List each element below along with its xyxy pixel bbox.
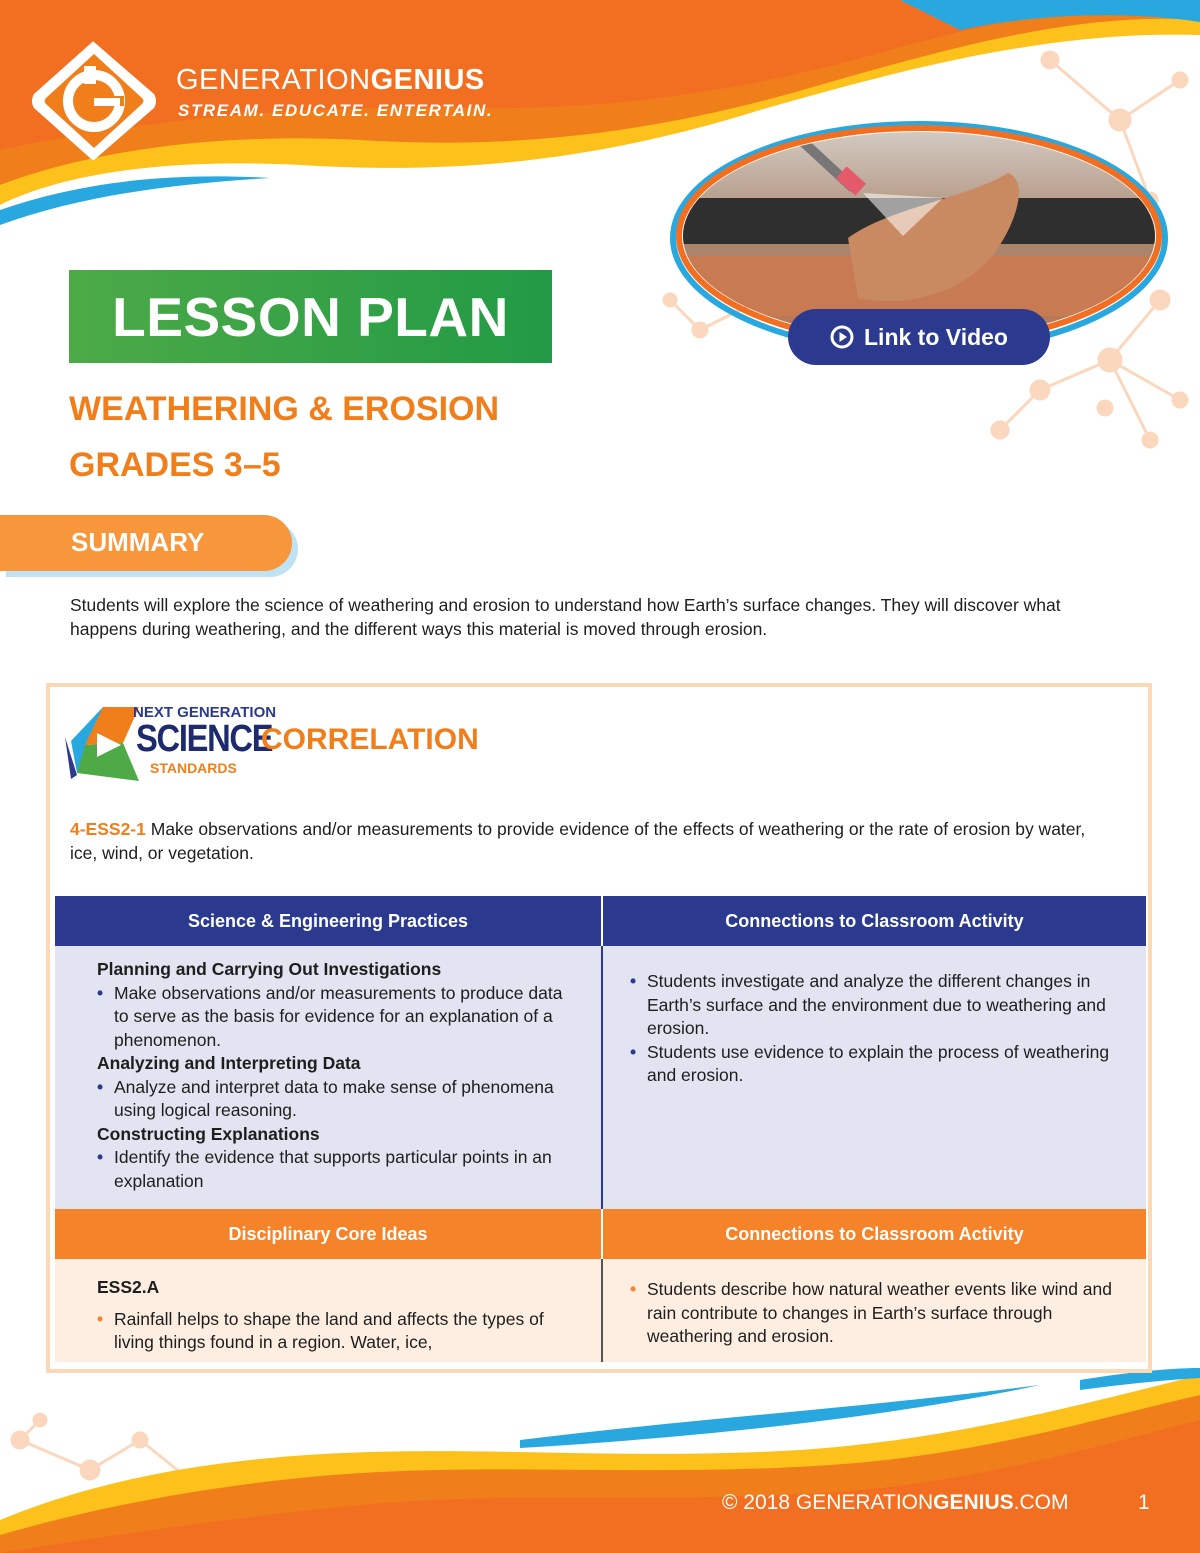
generation-genius-logo-icon [30, 40, 158, 162]
practices-cell [55, 946, 601, 1209]
page-number: 1 [1138, 1491, 1150, 1514]
connections-cell-2 [603, 1259, 1146, 1362]
connection-bullet: • Students use evidence to explain the process of weathering and erosion. [630, 1041, 1116, 1088]
practice-heading: Planning and Carrying Out Investigations [97, 959, 442, 979]
practice-bullet: • Analyze and interpret data to make sense of phenomena using logical reasoning. [97, 1076, 571, 1123]
practices-column-header: Science & Engineering Practices [55, 896, 601, 946]
link-to-video-button[interactable] [788, 309, 1050, 365]
core-ideas-column-header: Disciplinary Core Ideas [55, 1209, 601, 1259]
ngss-correlation-heading: CORRELATION [261, 723, 479, 756]
dci-bullet: • Rainfall helps to shape the land and affects the types of living things found in a region. Water, ice, [97, 1308, 571, 1355]
play-icon [830, 325, 854, 349]
footer-copyright: © 2018 GENERATIONGENIUS.COM [722, 1491, 1069, 1514]
standard-text: Make observations and/or measurements to provide evidence of the effects of weathering or the rate of erosion by water, ice, wind, or vegetation. [70, 819, 1086, 863]
summary-text: Students will explore the science of weathering and erosion to understand how Earth’s surface changes. They will discover what happens during weathering, and the different ways this material is moved through erosion. [70, 595, 1061, 639]
standard-code: 4-ESS2-1 [70, 819, 146, 839]
connections-cell [603, 946, 1146, 1209]
lesson-topic: WEATHERING & EROSION [69, 390, 500, 428]
practice-heading: Constructing Explanations [97, 1123, 320, 1144]
standard-statement [70, 817, 1100, 865]
connections-column-header-2: Connections to Classroom Activity [603, 1209, 1146, 1259]
summary-heading: SUMMARY [71, 527, 205, 557]
brand-tagline: STREAM. EDUCATE. ENTERTAIN. [178, 101, 494, 120]
lesson-plan-banner: LESSON PLAN [69, 270, 552, 363]
ngss-logo-standards: STANDARDS [150, 760, 237, 776]
dci-heading: ESS2.A [97, 1277, 160, 1297]
link-to-video-label: Link to Video [864, 323, 1008, 350]
ngss-logo-next-generation: NEXT GENERATION [133, 704, 277, 721]
practice-heading: Analyzing and Interpreting Data [97, 1053, 361, 1073]
connection-bullet: • Students describe how natural weather events like wind and rain contribute to changes in Earth’s surface through weathering and erosion. [630, 1278, 1122, 1349]
lesson-grades: GRADES 3–5 [69, 446, 281, 484]
connection-bullet: • Students investigate and analyze the different changes in Earth’s surface and the environment due to weathering and erosion. [630, 970, 1116, 1041]
brand-name: GENERATIONGENIUS [176, 64, 485, 96]
connections-column-header: Connections to Classroom Activity [603, 896, 1146, 946]
practice-bullet: • Make observations and/or measurements to produce data to serve as the basis for evidence for an explanation of a phenomenon. [97, 982, 571, 1053]
practice-bullet: • Identify the evidence that supports particular points in an explanation [97, 1146, 571, 1193]
core-ideas-cell [55, 1259, 601, 1362]
ngss-logo-science: SCIENCE [136, 718, 273, 760]
